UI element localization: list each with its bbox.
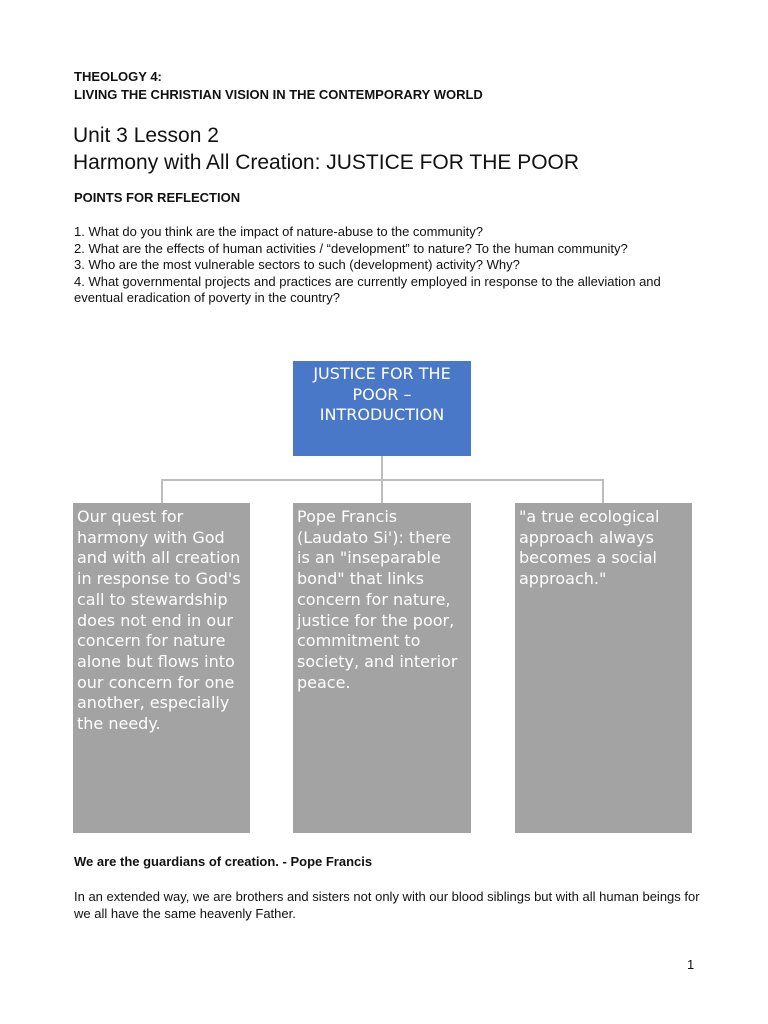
diagram-child-box-1: Our quest for harmony with God and with all creation in response to God's call to stewardship does not end in our concern for nature alone but flows into our concern for one another, especially the needy. bbox=[73, 503, 250, 833]
reflection-heading: POINTS FOR REFLECTION bbox=[74, 190, 241, 205]
lesson-title: Harmony with All Creation: JUSTICE FOR THE POOR bbox=[73, 151, 580, 174]
lesson-title-block bbox=[73, 122, 579, 176]
connector-vertical-middle bbox=[381, 479, 383, 503]
connector-vertical-root bbox=[381, 456, 383, 480]
question-item: 4. What governmental projects and practices are currently employed in response to the alleviation and eventual eradication of poverty in the country? bbox=[74, 273, 661, 305]
course-title: LIVING THE CHRISTIAN VISION IN THE CONTEMPORARY WORLD bbox=[74, 87, 483, 102]
diagram-child-box-2: Pope Francis (Laudato Si'): there is an "inseparable bond" that links concern for nature, justice for the poor, commitment to society, and interior peace. bbox=[293, 503, 471, 833]
diagram-child-box-3: "a true ecological approach always becomes a social approach." bbox=[515, 503, 692, 833]
unit-label: Unit 3 Lesson 2 bbox=[73, 124, 219, 147]
course-header bbox=[74, 68, 483, 104]
question-item: 3. Who are the most vulnerable sectors to such (development) activity? Why? bbox=[74, 257, 520, 272]
connector-vertical-left bbox=[161, 479, 163, 503]
question-item: 1. What do you think are the impact of nature-abuse to the community? bbox=[74, 224, 483, 239]
question-item: 2. What are the effects of human activities / “development” to nature? To the human community? bbox=[74, 240, 628, 256]
connector-vertical-right bbox=[602, 479, 604, 503]
body-paragraph: In an extended way, we are brothers and sisters not only with our blood siblings but with all human beings for we all have the same heavenly Father. bbox=[74, 889, 700, 921]
pope-quote: We are the guardians of creation. - Pope Francis bbox=[74, 854, 373, 869]
reflection-questions bbox=[74, 224, 704, 307]
course-code: THEOLOGY 4: bbox=[74, 69, 162, 84]
diagram-root-box: JUSTICE FOR THE POOR – INTRODUCTION bbox=[293, 361, 471, 456]
page-number: 1 bbox=[687, 957, 695, 972]
